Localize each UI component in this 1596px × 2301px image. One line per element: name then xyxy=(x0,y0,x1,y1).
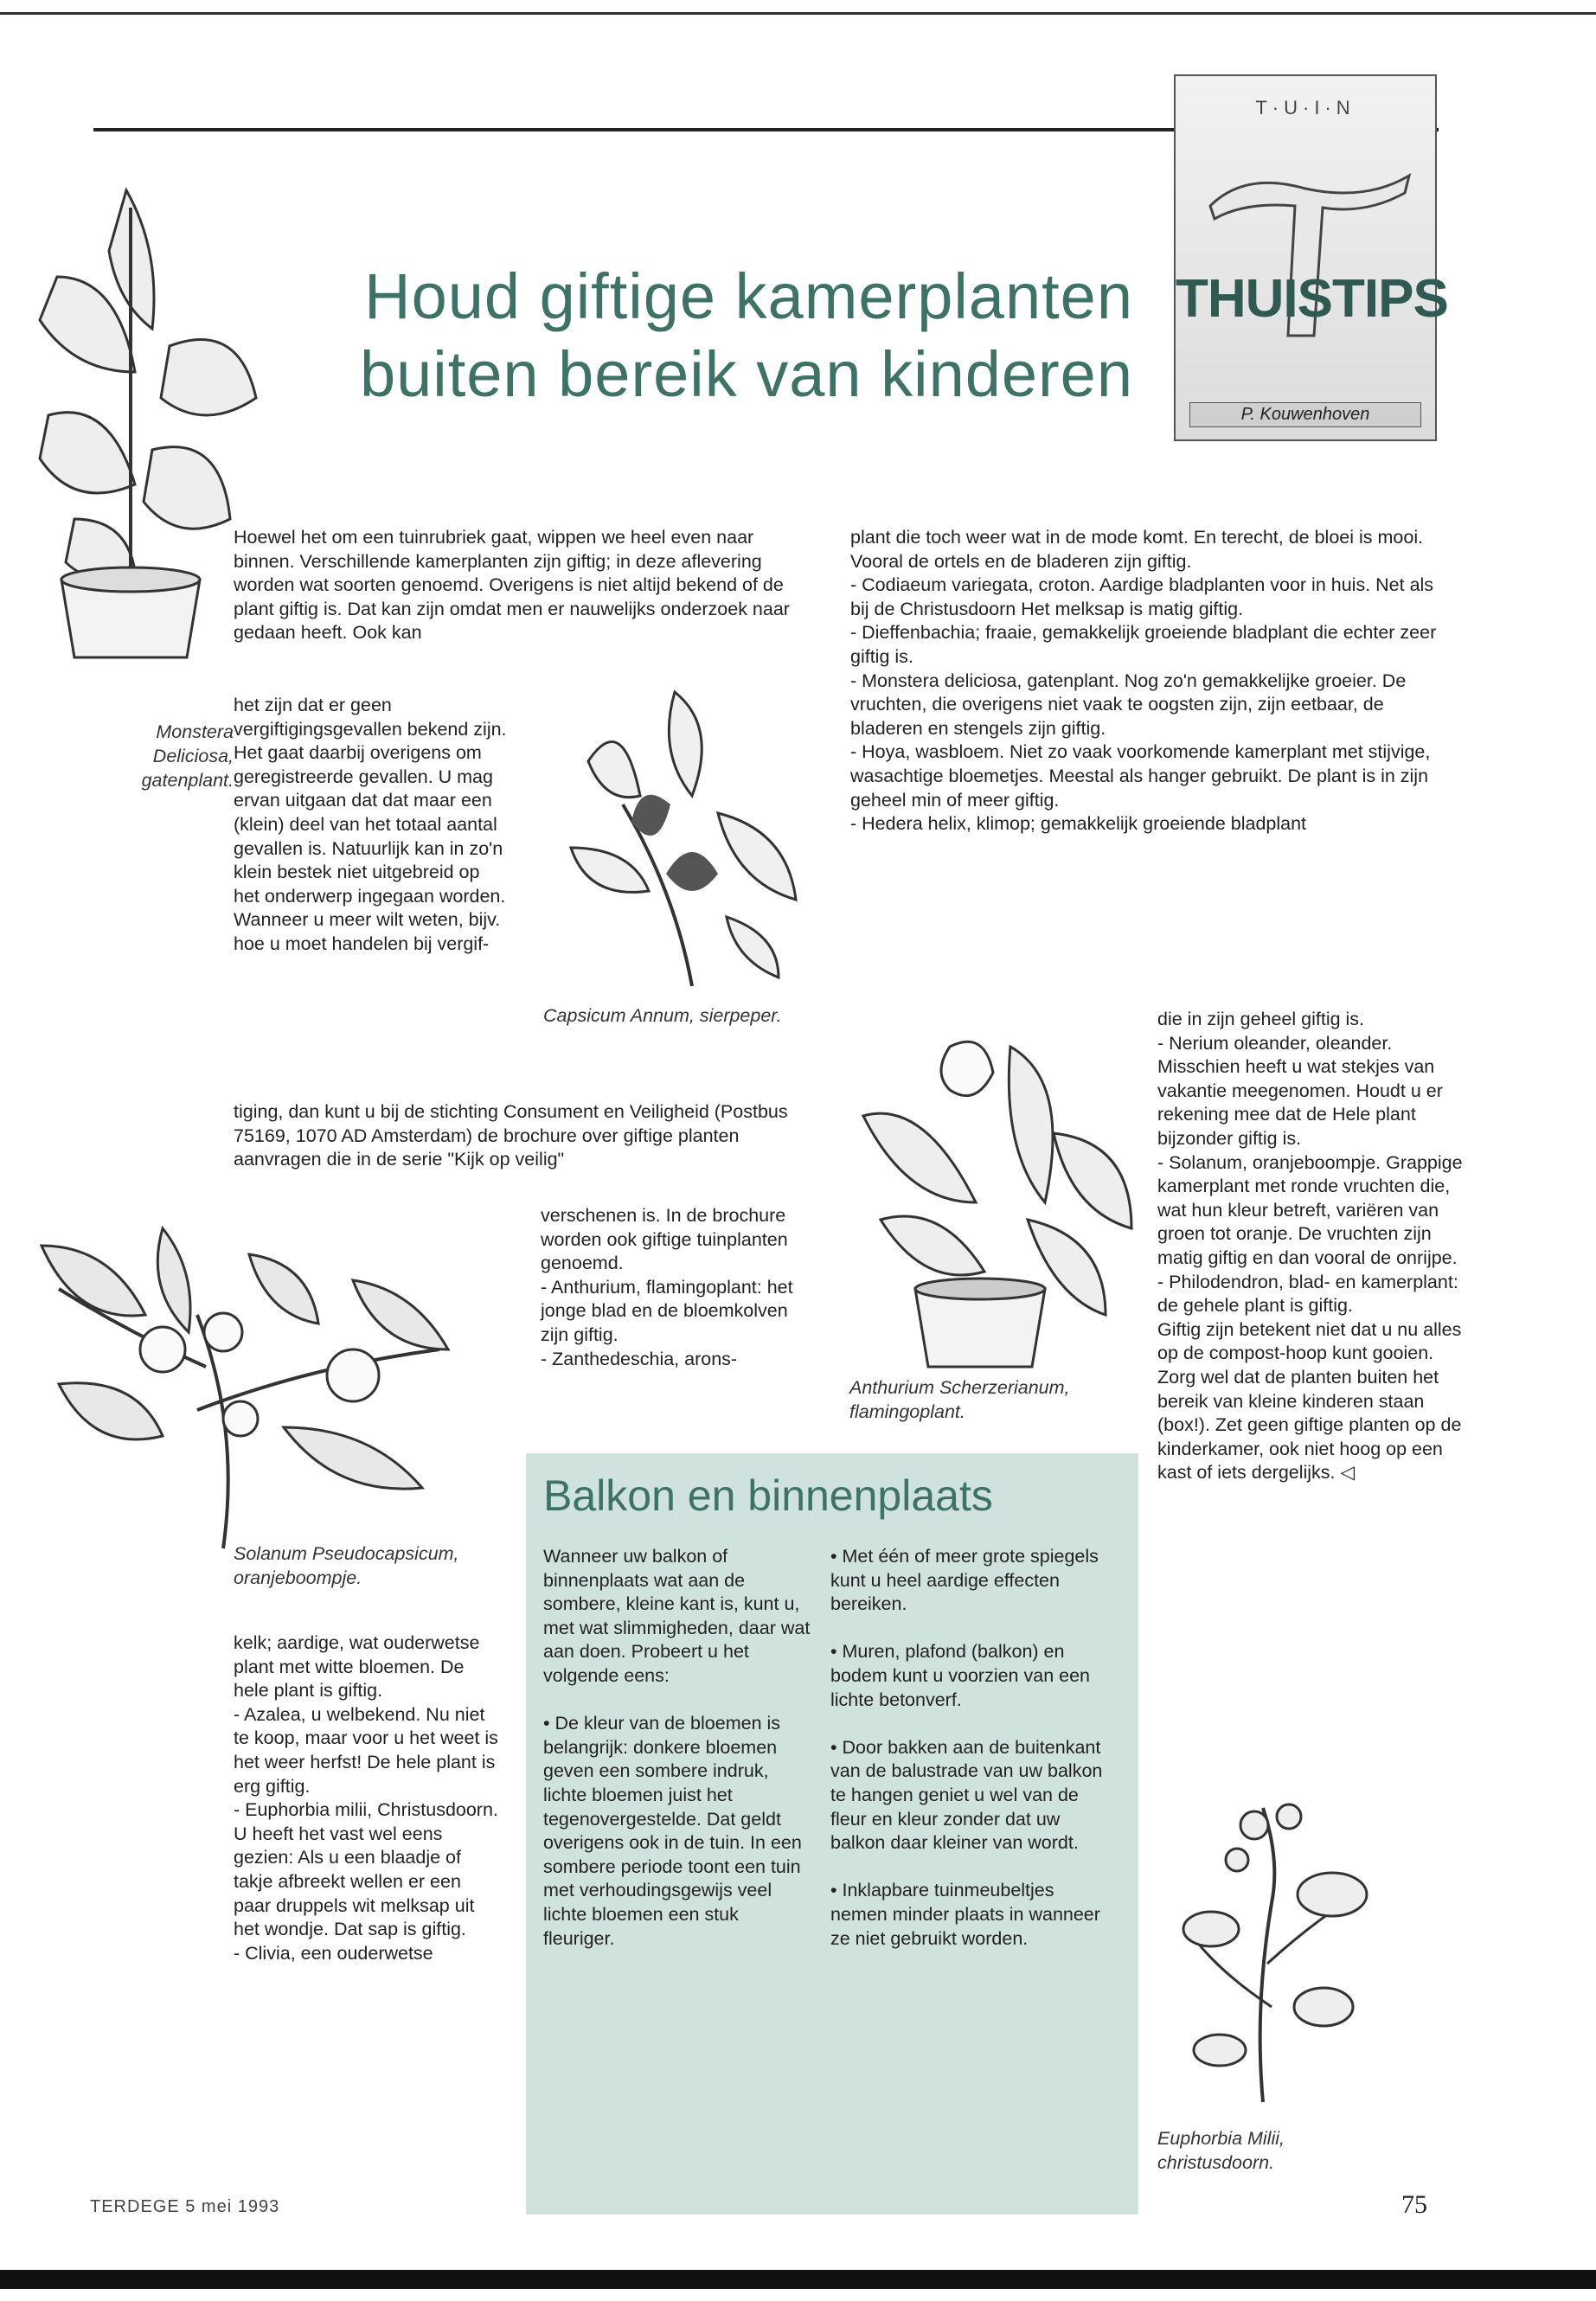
article-col3-top: plant die toch weer wat in de mode komt. En terecht, de bloei is mooi. Vooral de ortels en de bladeren zijn giftig. - Codiaeum variegata, croton. Aardige bladplanten voor in huis. Net als bij de Christusdoorn Het melksap is matig giftig. - Dieffenbachia; fraaie, gemakkelijk groeiende bladplant die echter zeer giftig is. - Monstera deliciosa, gatenplant. Nog zo'n gemakkelijke groeier. De vruchten, die overigens niet vaak te oogsten zijn, zijn eetbaar, de bladeren en stengels zijn giftig. - Hoya, wasbloem. Niet zo vaak voorkomende kamerplant met stijvige, wasachtige bloemetjes. Meestal als hanger gebruikt. De plant is in zijn geheel min of meer giftig. - Hedera helix, klimop; gemakkelijk groeiende bladplant xyxy=(850,527,1437,835)
anthurium-illustration xyxy=(846,1012,1149,1375)
caption-solanum: Solanum Pseudocapsicum, oranjeboompje. xyxy=(234,1543,459,1588)
thuistips-logo xyxy=(1174,74,1448,441)
caption-monstera: Monstera Deliciosa, gatenplant. xyxy=(141,721,234,791)
page-title xyxy=(260,258,1133,413)
bottom-bar xyxy=(0,2270,1596,2289)
footer-source: TERDEGE 5 mei 1993 xyxy=(90,2197,280,2216)
caption-anthurium: Anthurium Scherzerianum, flamingoplant. xyxy=(849,1377,1070,1422)
logo-small-text: T·U·I·N xyxy=(1255,97,1356,119)
article-col1-top: Hoewel het om een tuinrubriek gaat, wippen we heel even naar binnen. Verschillende kamerplanten zijn giftig; in deze aflevering worden wat soorten genoemd. Overigens is niet altijd bekend of de plant giftig is. Dat kan zijn omdat men er nauwelijks onderzoek naar gedaan heeft. Ook kan xyxy=(234,527,790,644)
logo-main-text: THUISTIPS xyxy=(1176,269,1448,329)
box-left-column: Wanneer uw balkon of binnenplaats wat aan de sombere, kleine kant is, kunt u, met wat slimmigheden, daar wat aan doen. Probeert u het volgende eens: • De kleur van de bloemen is belangrijk: donkere bloemen geven een sombere indruk, lichte bloemen juist het tegenovergestelde. Dat geldt overigens ook in de tuin. In een sombere periode toont een tuin met verhoudingsgewijs veel lichte bloemen een stuk fleuriger. xyxy=(543,1546,811,1949)
top-rule xyxy=(0,12,1596,15)
logo-author: P. Kouwenhoven xyxy=(1189,402,1421,427)
sidebar-box xyxy=(526,1453,1138,2214)
title-line-2: buiten bereik van kinderen xyxy=(359,338,1133,410)
article-col-mid: verschenen is. In de brochure worden ook giftige tuinplanten genoemd. - Anthurium, flamingoplant: het jonge blad en de bloemkolven zijn giftig. - Zanthedeschia, arons- xyxy=(541,1205,793,1369)
caption-capsicum: Capsicum Annum, sierpeper. xyxy=(543,1005,782,1026)
caption-euphorbia: Euphorbia Milii, christusdoorn. xyxy=(1157,2128,1285,2173)
euphorbia-illustration xyxy=(1159,1791,1393,2111)
title-line-1: Houd giftige kamerplanten xyxy=(364,260,1133,332)
capsicum-illustration xyxy=(519,675,813,995)
article-col1-wide: tiging, dan kunt u bij de stichting Consument en Veiligheid (Postbus 75169, 1070 AD Amsterdam) de brochure over giftige planten aanvragen die in de serie "Kijk op veilig" xyxy=(234,1101,788,1170)
article-col1-narrow: het zijn dat er geen vergiftigingsgevallen bekend zijn. Het gaat daarbij overigens om geregistreerde gevallen. U mag ervan uitgaan dat dat maar een (klein) deel van het totaal aantal gevallen is. Natuurlijk kan in zo'n klein bestek niet uitgebreid op het onderwerp ingegaan worden. Wanneer u meer wilt weten, bijv. hoe u moet handelen bij vergif- xyxy=(234,695,507,954)
page-number: 75 xyxy=(1401,2190,1427,2219)
box-right-column: • Met één of meer grote spiegels kunt u heel aardige effecten bereiken. • Muren, plafond (balkon) en bodem kunt u voorzien van een lichte betonverf. • Door bakken aan de buitenkant van de balustrade van uw balkon te hangen geniet u wel van de fleur en kleur zonder dat uw balkon daar kleiner van wordt. • Inklapbare tuinmeubeltjes nemen minder plaats in wanneer ze niet gebruikt worden. xyxy=(830,1546,1103,1949)
article-col3-narrow: die in zijn geheel giftig is. - Nerium oleander, oleander. Misschien heeft u wat stekjes van vakantie meegenomen. Houdt u er rekening mee dat de Hele plant bijzonder giftig is. - Solanum, oranjeboompje. Grappige kamerplant met ronde vruchten die, wat hun kleur betreft, variëren van groen tot oranje. De vruchten zijn matig giftig en dan vooral de onrijpe. - Philodendron, blad- en kamerplant: de gehele plant is giftig. Giftig zijn betekent niet dat u nu alles op de compost-hoop kunt gooien. Zorg wel dat de planten buiten het bereik van kleine kinderen staan (box!). Zet geen giftige planten op de kinderkamer, ook niet hoog op een kast of iets dergelijks. ◁ xyxy=(1157,1009,1463,1484)
monstera-illustration xyxy=(22,173,265,675)
box-title: Balkon en binnenplaats xyxy=(543,1471,993,1520)
solanum-illustration xyxy=(24,1211,474,1557)
article-col1-bottom: kelk; aardige, wat ouderwetse plant met witte bloemen. De hele plant is giftig. - Azalea, u welbekend. Nu niet te koop, maar voor u het weet is het weer herfst! De hele plant is erg giftig. - Euphorbia milii, Christusdoorn. U heeft het vast wel eens gezien: Als u een blaadje of takje afbreekt wellen er een paar druppels wit melksap uit het wondje. Dat sap is giftig. - Clivia, een ouderwetse xyxy=(234,1632,498,1964)
